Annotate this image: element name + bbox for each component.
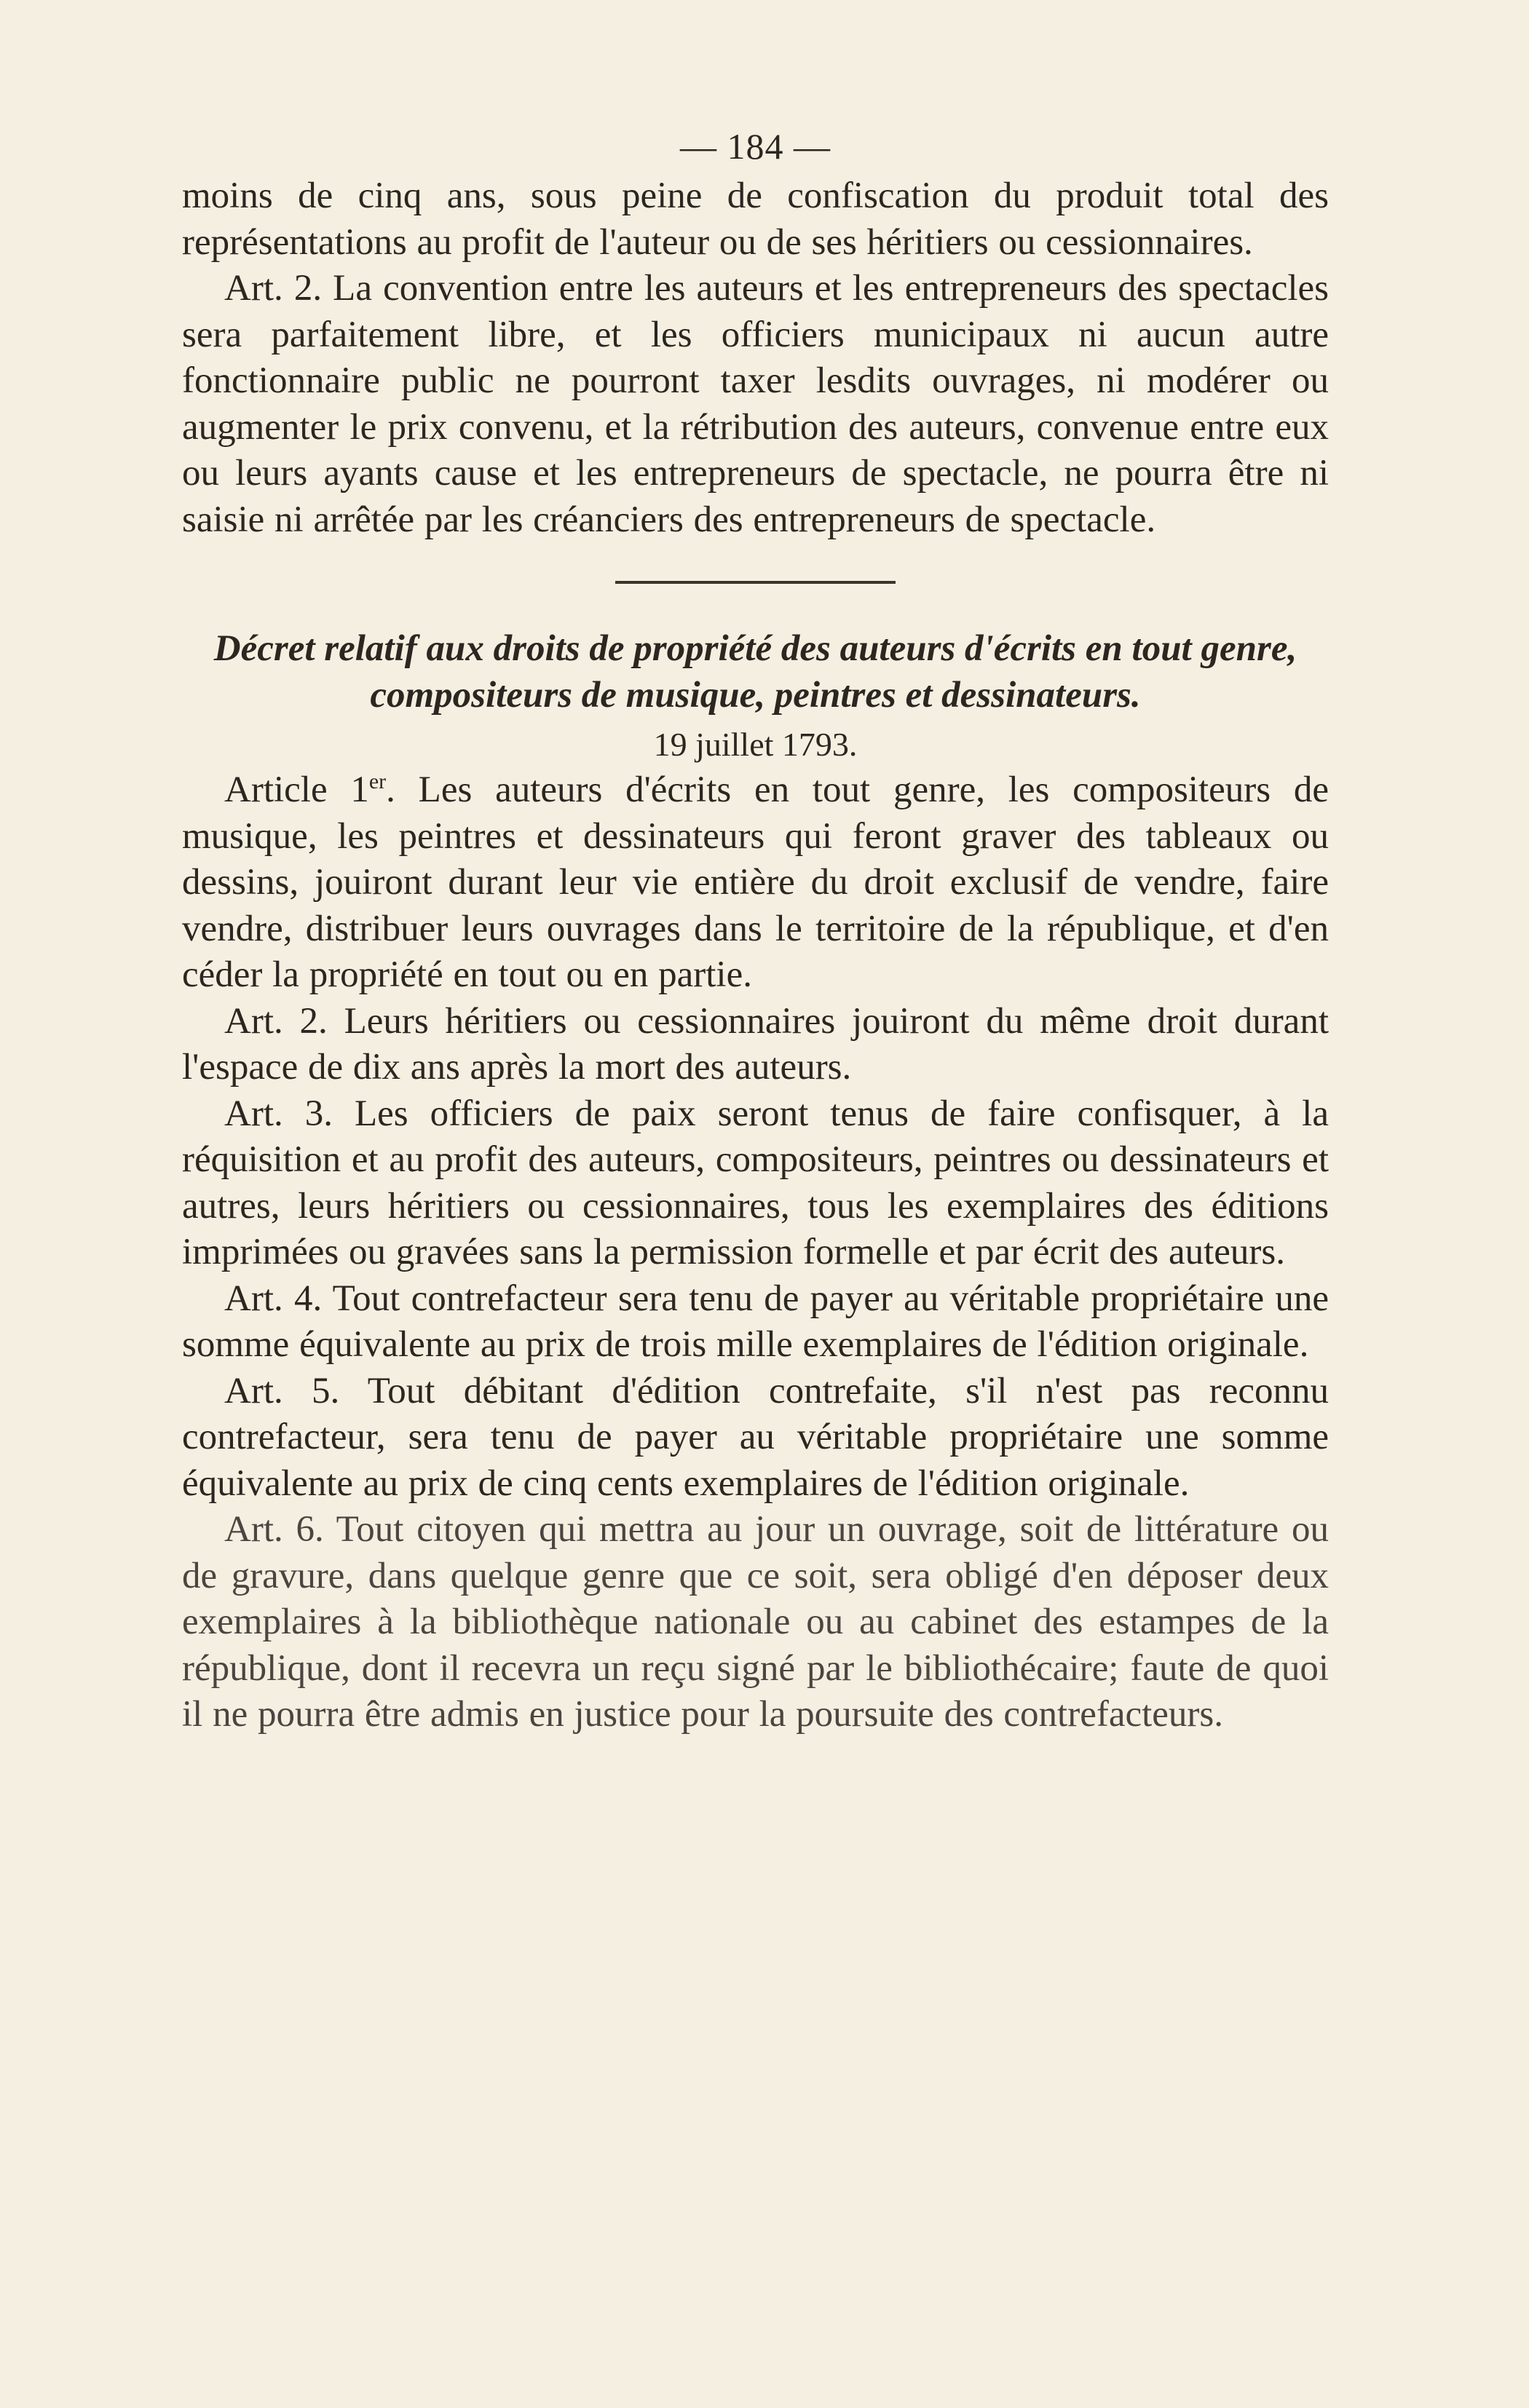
book-page	[182, 124, 1329, 1738]
decree-article-1	[182, 767, 1329, 999]
decree-article-2: Art. 2. Leurs héritiers ou cessionnaires jouiront du même droit durant l'espace de dix ans après la mort des auteurs.	[182, 1000, 1329, 1088]
decree-article-4: Art. 4. Tout contrefacteur sera tenu de payer au véritable propriétaire une somme équivalente au prix de trois mille exemplaires de l'édition originale.	[182, 1278, 1329, 1365]
decree-article-3: Art. 3. Les officiers de paix seront tenus de faire confisquer, à la réquisition et au profit des auteurs, compositeurs, peintres ou dessinateurs et autres, leurs héritiers ou cessionnaires, tous les exemplaires des éditions imprimées ou gravées sans la permission formelle et par écrit des auteurs.	[182, 1093, 1329, 1272]
continuation-paragraph: moins de cinq ans, sous peine de confiscation du produit total des représentations au profit de l'auteur ou de ses héritiers ou cessionnaires.	[182, 175, 1329, 263]
previous-article-2: Art. 2. La convention entre les auteurs et les entrepreneurs des spectacles sera parfaitement libre, et les officiers municipaux ni aucun autre fonctionnaire public ne pourront taxer lesdits ouvrages, ni modérer ou augmenter le prix convenu, et la rétribution des auteurs, convenue entre eux ou leurs ayants cause et les entrepreneurs de spectacle, ne pourra être ni saisie ni arrêtée par les créanciers des entrepreneurs de spectacle.	[182, 268, 1329, 540]
decree-title: Décret relatif aux droits de propriété des auteurs d'écrits en tout genre, compositeurs de musique, peintres et dessinateurs.	[213, 628, 1297, 716]
page-number: — 184 —	[680, 126, 831, 167]
article-1-superscript: er	[368, 769, 387, 793]
decree-article-5: Art. 5. Tout débitant d'édition contrefaite, s'il n'est pas reconnu contrefacteur, sera tenu de payer au véritable propriétaire une somme équivalente au prix de cinq cents exemplaires de l'édition originale.	[182, 1370, 1329, 1504]
article-1-text: . Les auteurs d'écrits en tout genre, les compositeurs de musique, les peintres et dessinateurs qui feront graver des tableaux ou dessins, jouiront durant leur vie entière du droit exclusif de vendre, faire vendre, distribuer leurs ouvrages dans le territoire de la république, et d'en céder la propriété en tout ou en partie.	[182, 769, 1329, 995]
decree-article-6: Art. 6. Tout citoyen qui mettra au jour un ouvrage, soit de littérature ou de gravure, dans quelque genre que ce soit, sera obligé d'en déposer deux exemplaires à la bibliothèque nationale ou au cabinet des estampes de la république, dont il recevra un reçu signé par le bibliothécaire; faute de quoi il ne pourra être admis en justice pour la poursuite des contrefacteurs.	[182, 1509, 1329, 1735]
decree-date: 19 juillet 1793.	[653, 726, 858, 763]
article-1-label: Article 1	[224, 769, 369, 810]
section-divider	[615, 581, 896, 584]
